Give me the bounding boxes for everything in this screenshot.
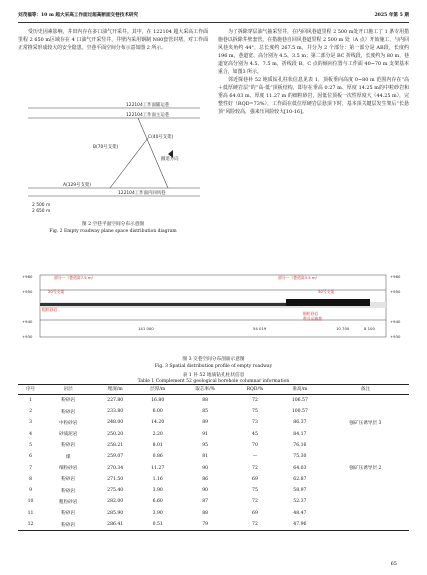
table-cell: 47.96 xyxy=(278,519,322,531)
table-row xyxy=(18,508,409,519)
table-cell: 粉砂岩 xyxy=(61,488,76,494)
column-header: 垂高/m xyxy=(278,385,322,395)
column-header: 层厚/m xyxy=(137,385,178,395)
y-tick: +940 xyxy=(22,319,33,324)
table-cell xyxy=(322,451,409,462)
table-cell: 粉砂岩 xyxy=(61,477,76,483)
table-cell: 3.90 xyxy=(152,510,163,516)
right-column xyxy=(218,28,409,116)
y-tick: +960 xyxy=(390,274,401,279)
table-cell: 6.00 xyxy=(152,409,163,415)
column-header: 备注 xyxy=(322,385,409,395)
header-left: 刘茂福等：10 m 超大采高工作面过超高断面交巷技术研究 xyxy=(18,13,139,18)
column-header: RQD/% xyxy=(232,385,278,395)
table-cell: 233.80 xyxy=(107,409,124,415)
y-tick: +930 xyxy=(22,334,33,339)
table-cell: 75 xyxy=(252,409,258,415)
table-cell: 7 xyxy=(29,465,33,471)
table-cell: 282.00 xyxy=(107,499,124,505)
label-distance: 54 019 xyxy=(253,326,267,331)
table-cell: 72 xyxy=(252,397,258,403)
table-cell: 86 xyxy=(202,476,209,482)
table-cell: 0.51 xyxy=(137,519,178,531)
table-row xyxy=(18,417,409,428)
table-cell xyxy=(322,394,409,406)
header-right: 2025 年第 5 期 xyxy=(374,13,409,18)
y-tick: +950 xyxy=(390,289,401,294)
table-cell: 85 xyxy=(202,409,209,415)
table-cell: 89 xyxy=(202,420,209,426)
table-cell: 88 xyxy=(202,397,209,403)
label-mileage-2: 2 650 m xyxy=(32,209,51,214)
label-return-roadway: 122104工作面内回风巷 xyxy=(118,191,166,196)
table-1 xyxy=(18,384,409,531)
table-cell: 106.57 xyxy=(291,397,308,403)
table-cell: 86.37 xyxy=(293,420,307,426)
table-cell: 8 xyxy=(29,476,33,482)
page-header xyxy=(18,10,409,23)
table-cell: 95 xyxy=(202,442,209,448)
table-header-row xyxy=(18,385,409,395)
table-cell: 48.47 xyxy=(293,510,307,516)
y-tick: +940 xyxy=(390,319,401,324)
table-cell: 75.30 xyxy=(293,454,307,460)
table-cell: 4 xyxy=(29,431,33,437)
label-right-section: 部分一（巷道高3.5 m） xyxy=(278,275,320,280)
table-cell: 强矿压诱导层 3 xyxy=(349,420,382,426)
paragraph: 受历史因素影响，井田内存在多口油气开采井。其中，在 122104 超大采高工作面里程 2 650 m区域存在 4 口油气开采竖井，井壁内采用钢制 N80套管封堵，对工作面正常推采形成较大的安全隐患。空巷平面空间分布示意如图 2 所示。 xyxy=(18,29,208,51)
table-cell: 88 xyxy=(202,510,209,516)
table-cell: 100.57 xyxy=(291,409,308,415)
table-cell: 70 xyxy=(252,442,258,448)
label-distance: 10 700 xyxy=(336,326,350,331)
table-cell: 52.37 xyxy=(293,499,307,505)
figure-3-caption: 图 3 交巷空间分布剖面示意图 xyxy=(182,357,245,362)
table-cell: 11 xyxy=(27,510,34,516)
table-cell: 煤 xyxy=(65,454,71,460)
table-cell: 1 xyxy=(29,397,33,403)
table-cell: 粉砂岩 xyxy=(61,398,76,404)
table-cell xyxy=(322,406,409,417)
table-cell: 45 xyxy=(252,431,258,437)
table-cell: 90 xyxy=(202,488,209,494)
table-cell: 9 xyxy=(29,488,33,494)
table-cell: 64.03 xyxy=(293,465,307,471)
table-cell: 粉砂岩 xyxy=(61,443,76,449)
table-cell: 79 xyxy=(178,519,232,531)
y-tick: +960 xyxy=(22,274,33,279)
table-cell: 细粒砂岩 xyxy=(58,466,78,472)
table-cell: 81 xyxy=(202,454,209,460)
left-column xyxy=(18,28,208,52)
y-tick: +930 xyxy=(390,334,401,339)
table-cell xyxy=(322,508,409,519)
table-cell: 5 xyxy=(29,442,33,448)
label-retreat: 撤退方向 xyxy=(161,157,179,162)
column-header: 序号 xyxy=(18,385,43,395)
table-cell: 285.90 xyxy=(107,510,124,516)
table-row xyxy=(18,428,409,439)
label-point-a: A(129号支架) xyxy=(63,183,91,188)
table-cell: 84.17 xyxy=(293,431,307,437)
table-row xyxy=(18,496,409,507)
label-point-c: C(40号支架) xyxy=(148,135,174,140)
table-row xyxy=(18,394,409,406)
table-cell: 91 xyxy=(202,431,209,437)
label-right-layer-a: 细粒砂岩 xyxy=(303,311,319,316)
table-cell: 72 xyxy=(252,499,258,505)
figure-2 xyxy=(18,98,208,216)
table-cell: 强矿压诱导层 2 xyxy=(349,466,382,472)
table-cell: 砂质泥岩 xyxy=(58,432,78,438)
table-cell: 259.07 xyxy=(107,454,124,460)
figure-3 xyxy=(18,265,409,349)
label-distance: 141 000 xyxy=(138,326,154,331)
table-cell: 3.90 xyxy=(152,488,163,494)
table-cell: 69 xyxy=(252,510,258,516)
figure-2-caption: 图 2 空巷平面空间分布示意图 xyxy=(81,222,145,227)
label-layer-a: 粗粒砂岩 xyxy=(42,307,58,312)
table-row xyxy=(18,474,409,485)
table-cell: 250.20 xyxy=(107,431,124,437)
table-cell: 227.80 xyxy=(107,397,124,403)
table-cell: 粗粒砂岩 xyxy=(58,499,78,505)
table-cell: 258.21 xyxy=(107,442,124,448)
table-cell: 76.16 xyxy=(293,442,307,448)
table-cell: 粉砂岩 xyxy=(43,519,93,531)
column-header: 取芯率/% xyxy=(178,385,232,395)
label-right-cave: 30号支架 xyxy=(318,289,335,294)
label-distance: 8 100 xyxy=(364,326,375,331)
paragraph: 邻近探巷补 52 地质钻孔柱状信息见表 1，顶板垂向高度 0~80 m 范围内存在“高＋低厚硬岩层”的“高-低”顶板结构，即存在垂高 0.27 m、厚度 14.25 m的中粒砂岩和垂高 64.03 m、厚度 11.27 m 的细粒砂岩，因低位顶板一次性厚度大（44.25 m），完整性好（RQD=73%），工作面在低位厚硬岩层悬顶下时，基本顶关键层发生架后“长悬顶”风险较高，强来压风险较大[10-16]。 xyxy=(218,77,409,115)
figure-3-caption-en: Fig. 3 Spatial distribution profile of empty roadway xyxy=(154,364,273,369)
table-cell: 73 xyxy=(252,420,258,426)
table-cell: 2.20 xyxy=(152,431,163,437)
table-1-caption-en: Table 1 Complement 52 geological borehole columnar information xyxy=(137,379,290,384)
table-cell: 72 xyxy=(232,519,278,531)
table-body xyxy=(18,394,409,531)
table-cell xyxy=(322,428,409,439)
table-cell: 8.01 xyxy=(152,442,163,448)
column-header: 岩层 xyxy=(43,385,93,395)
table-cell xyxy=(322,474,409,485)
table-row xyxy=(18,406,409,417)
table-cell: 粉砂岩 xyxy=(61,511,76,517)
table-row xyxy=(18,462,409,473)
table-cell: 271.50 xyxy=(107,476,124,482)
table-row xyxy=(18,451,409,462)
label-right-layer-b: 带式运输巷 xyxy=(303,316,322,321)
table-cell: 270.34 xyxy=(107,465,124,471)
table-cell: 1.16 xyxy=(152,476,163,482)
table-cell xyxy=(322,485,409,496)
table-cell xyxy=(322,519,409,531)
column-header: 埋深/m xyxy=(93,385,137,395)
page-number: 65 xyxy=(390,561,397,567)
table-cell: 16.80 xyxy=(151,397,165,403)
table-row xyxy=(18,519,409,531)
table-cell: 粉砂岩 xyxy=(61,409,76,415)
table-cell xyxy=(322,496,409,507)
figure-2-caption-en: Fig. 2 Empty roadway plane space distribution diagram xyxy=(49,229,177,234)
table-cell: 75 xyxy=(252,488,258,494)
table-cell: 14.20 xyxy=(151,420,165,426)
label-point-b: B(70号支架) xyxy=(93,145,119,150)
label-left-section: 部分一（巷道高7.5 m） xyxy=(54,275,96,280)
table-cell: 10 xyxy=(27,499,34,505)
table-cell: 87 xyxy=(202,499,209,505)
paragraph: 为了拆除穿层油气抽采竖井，在内回风巷道里程 2 500 m处开口施工了 1 条专用措施巷以拆除井壁套管。在措施巷自回风巷道里程 2 500 m 处（A 点）开始施工，与内回风巷夹角约 44°，总长度约 267.5 m，并分为 2 个部分：第一部分是 AB段，长度约 196 m，巷道宽、高分别为 4.5、3.5 m；第二部分是 BC 折线段，长度约为 80 m，巷道宽高分别为 4.5、7.5 m，折线段 B、C 点的倾向位置与工作面 40~70 m 支架基本重合，如图3 所示。 xyxy=(218,29,409,75)
table-cell: 275.40 xyxy=(107,488,124,494)
table-row xyxy=(18,485,409,496)
label-main-roadway: 122104工作面主运巷 xyxy=(126,113,170,118)
label-mileage-1: 2 500 m xyxy=(32,203,51,208)
label-left-cave: 20号支架 xyxy=(48,289,65,294)
table-cell: 58.97 xyxy=(293,488,307,494)
table-cell: 90 xyxy=(202,465,209,471)
table-1-caption: 表 1 补 52 地质钻孔柱状信息 xyxy=(182,373,245,378)
table-cell: 62.87 xyxy=(293,476,307,482)
table-cell: 11.27 xyxy=(151,465,165,471)
table-cell: 3 xyxy=(29,420,33,426)
table-row xyxy=(18,440,409,451)
table-cell: 12 xyxy=(18,519,43,531)
table-cell: 248.00 xyxy=(107,420,124,426)
table-cell: 286.41 xyxy=(93,519,137,531)
table-cell: 2 xyxy=(29,409,33,415)
y-tick: +950 xyxy=(22,289,33,294)
table-cell: 0.86 xyxy=(152,454,163,460)
table-cell: 6 xyxy=(29,454,33,460)
table-cell xyxy=(322,440,409,451)
table-cell: 72 xyxy=(252,465,258,471)
label-aux-roadway: 122104工作面辅运巷 xyxy=(126,103,170,108)
table-cell: 6.60 xyxy=(152,499,163,505)
table-cell: 中粒砂岩 xyxy=(58,420,78,426)
table-cell: 69 xyxy=(252,476,258,482)
table-cell: — xyxy=(252,454,258,460)
